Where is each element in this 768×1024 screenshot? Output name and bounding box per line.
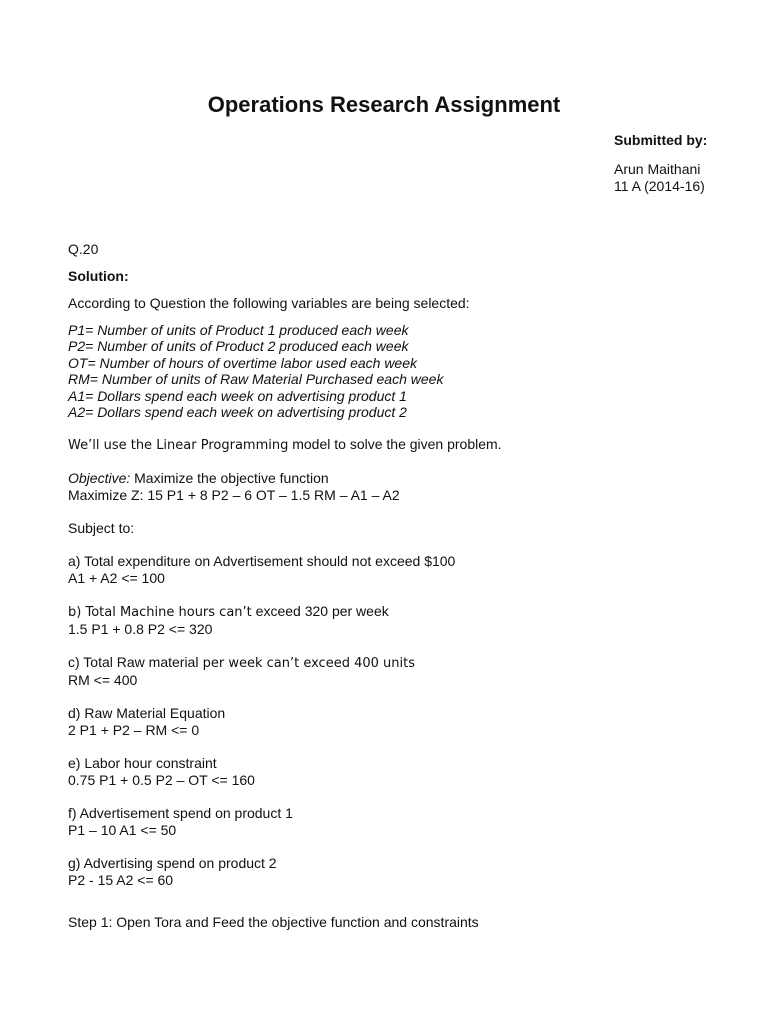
- constraint-g: [68, 855, 708, 889]
- author-name: Arun Maithani: [614, 161, 701, 177]
- objective-text: Maximize the objective function: [130, 470, 329, 487]
- variable-definition: P2= Number of units of Product 2 produced each week: [68, 338, 409, 355]
- constraint-heading: g) Advertising spend on product 2: [68, 855, 277, 872]
- page-title: Operations Research Assignment: [207, 92, 561, 117]
- objective-label: Objective:: [68, 470, 131, 487]
- constraint-f: [68, 805, 708, 839]
- intro-text: According to Question the following variables are being selected:: [68, 295, 470, 311]
- constraint-heading: e) Labor hour constraint: [68, 755, 217, 772]
- submitted-by-label: Submitted by:: [614, 132, 708, 148]
- solution-label: Solution:: [68, 268, 129, 284]
- constraint-d: [68, 705, 708, 739]
- constraint-heading: d) Raw Material Equation: [68, 705, 226, 722]
- question-number: Q.20: [68, 241, 99, 257]
- constraint-heading: c) Total Raw material: [68, 654, 199, 671]
- constraint-e: [68, 755, 708, 789]
- constraint-formula: P2 - 15 A2 <= 60: [68, 872, 174, 889]
- variable-definition: A2= Dollars spend each week on advertising product 2: [68, 404, 407, 421]
- constraint-formula: 1.5 P1 + 0.8 P2 <= 320: [68, 621, 213, 638]
- step-1-text: Step 1: Open Tora and Feed the objective function and constraints: [68, 914, 479, 931]
- constraint-formula: P1 – 10 A1 <= 50: [68, 822, 177, 839]
- model-sentence-lead: We’ll use the Linear Programming: [68, 438, 289, 454]
- author-block: [614, 161, 705, 195]
- constraint-heading: a) Total expenditure on Advertisement should not exceed $100: [68, 553, 456, 570]
- variable-definition: RM= Number of units of Raw Material Purchased each week: [68, 371, 444, 388]
- document-body: [68, 241, 708, 931]
- constraint-heading-rest: exceed 320 per week: [251, 603, 389, 620]
- constraint-b: [68, 603, 708, 638]
- constraint-heading: b) Total Machine hours can’t: [68, 605, 252, 621]
- constraint-formula: RM <= 400: [68, 672, 138, 689]
- variable-definition: OT= Number of hours of overtime labor used each week: [68, 354, 418, 371]
- constraint-a: [68, 553, 708, 587]
- constraint-formula: A1 + A2 <= 100: [68, 570, 165, 587]
- author-class: 11 A (2014-16): [614, 178, 705, 194]
- constraint-formula: 2 P1 + P2 – RM <= 0: [68, 722, 200, 739]
- variable-list: [68, 322, 708, 420]
- variable-definition: A1= Dollars spend each week on advertising product 1: [68, 387, 407, 404]
- objective-block: [68, 470, 708, 504]
- constraint-formula: 0.75 P1 + 0.5 P2 – OT <= 160: [68, 772, 255, 789]
- variable-definition: P1= Number of units of Product 1 produced each week: [68, 322, 409, 338]
- constraint-heading: f) Advertisement spend on product 1: [68, 805, 293, 822]
- model-sentence-rest: model to solve the given problem.: [288, 436, 502, 453]
- objective-formula: Maximize Z: 15 P1 + 8 P2 – 6 OT – 1.5 RM – A1 – A2: [68, 487, 400, 504]
- model-sentence: [68, 436, 708, 454]
- constraint-heading-rest: per week can’t exceed 400 units: [198, 656, 415, 672]
- subject-to-label: Subject to:: [68, 520, 135, 537]
- constraint-c: [68, 654, 708, 689]
